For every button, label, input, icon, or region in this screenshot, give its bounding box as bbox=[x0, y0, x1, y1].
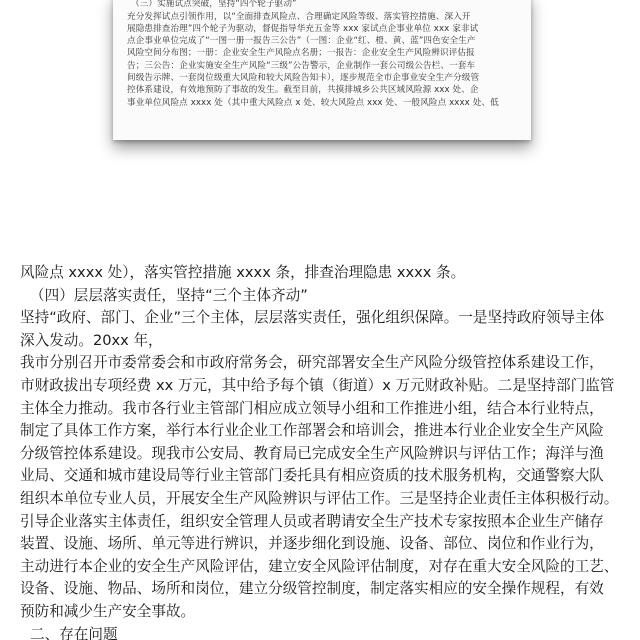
section-heading: （四）层层落实责任，坚持“三个主体齐动” bbox=[30, 286, 308, 304]
section-heading: 二、存在问题 bbox=[30, 625, 118, 640]
body-line: 设备、设施、物品、场所和岗位，建立分级管控制度，制定落实相应的安全操作规程，有效 bbox=[20, 580, 604, 598]
body-line: 装置、设施、场所、单元等进行辨识，并逐步细化到设施、设备、部位、岗位和作业行为， bbox=[20, 535, 604, 553]
preview-line: 告；三公告：企业实施安全生产风险“三级”公告警示，企业制作一套公司级公告栏、一套车 bbox=[127, 60, 476, 71]
document-preview-area bbox=[0, 0, 640, 160]
body-line: 制定了具体工作方案，举行本行业企业工作部署会和培训会，推进本行业企业安全生产风险 bbox=[20, 422, 604, 440]
body-line: 深入发动。20xx 年， bbox=[20, 331, 163, 349]
preview-line: 控体系建设，有效地预防了事故的发生。截至目前，共摸排城乡公共区域风险源 xxx 处、企 bbox=[127, 85, 479, 96]
preview-line: 风险空间分布图；一册：企业安全生产风险点名册；一报告：企业安全生产风险辨识评估报 bbox=[127, 48, 475, 59]
preview-line: 点企事业单位完成了“一图一册一报告三公告”（一图：企业“红、橙、黄、蓝”四色安全生产 bbox=[127, 36, 476, 47]
body-line: 业局、交通和城市建设局等行业主管部门委托具有相应资质的技术服务机构，交通警察大队 bbox=[20, 467, 604, 485]
body-line: 坚持“政府、部门、企业”三个主体，层层落实责任，强化组织保障。一是坚持政府领导主体 bbox=[20, 309, 605, 327]
preview-line: 充分发挥试点引领作用，以“全面排查风险点、合理确定风险等级、落实管控措施、深入开 bbox=[127, 11, 471, 22]
document-body bbox=[20, 262, 626, 640]
preview-line: （三）实施试点突破，坚持“四个轮子驱动” bbox=[131, 0, 297, 10]
body-line: 市财政拔出专项经费 xx 万元，其中给予每个镇（街道）x 万元财政补贴。二是坚持部门监管 bbox=[20, 376, 615, 394]
preview-line: 展隐患排查治理”四个轮子为驱动，督促指导华充五金等 xxx 家试点企事业单位 xxx 家非试 bbox=[127, 23, 479, 34]
preview-line: 事业单位风险点 xxxx 处（其中重大风险点 x 处、较大风险点 xxx 处、一般风险点 xxxx 处、低 bbox=[127, 97, 499, 108]
preview-text-block bbox=[127, 0, 521, 109]
body-line: 主动进行本企业的安全生产风险评估，建立安全风险评估制度，对存在重大安全风险的工艺、 bbox=[20, 557, 619, 575]
document-preview-page bbox=[113, 0, 531, 140]
body-line: 组织本单位专业人员，开展安全生产风险辨识与评估工作。三是坚持企业责任主体积极行动。 bbox=[20, 489, 619, 507]
preview-line: 间级告示牌、一套岗位级重大风险和较大风险告知卡），逐步规范全市企事业安全生产分级管 bbox=[127, 73, 480, 84]
body-line: 预防和减少生产安全事故。 bbox=[20, 602, 196, 620]
body-line: 我市分别召开市委常委会和市政府常务会，研究部署安全生产风险分级管控体系建设工作， bbox=[20, 354, 604, 372]
body-line: 主体全力推动。我市各行业主管部门相应成立领导小组和工作推进小组，结合本行业特点， bbox=[20, 399, 604, 417]
body-line: 风险点 xxxx 处），落实管控措施 xxxx 条，排查治理隐患 xxxx 条。 bbox=[20, 264, 466, 281]
body-line: 引导企业落实主体责任，组织安全管理人员或者聘请安全生产技术专家按照本企业生产储存 bbox=[20, 512, 604, 530]
body-line: 分级管控体系建设。现我市公安局、教育局已完成安全生产风险辨识与评估工作；海洋与渔 bbox=[20, 444, 604, 462]
